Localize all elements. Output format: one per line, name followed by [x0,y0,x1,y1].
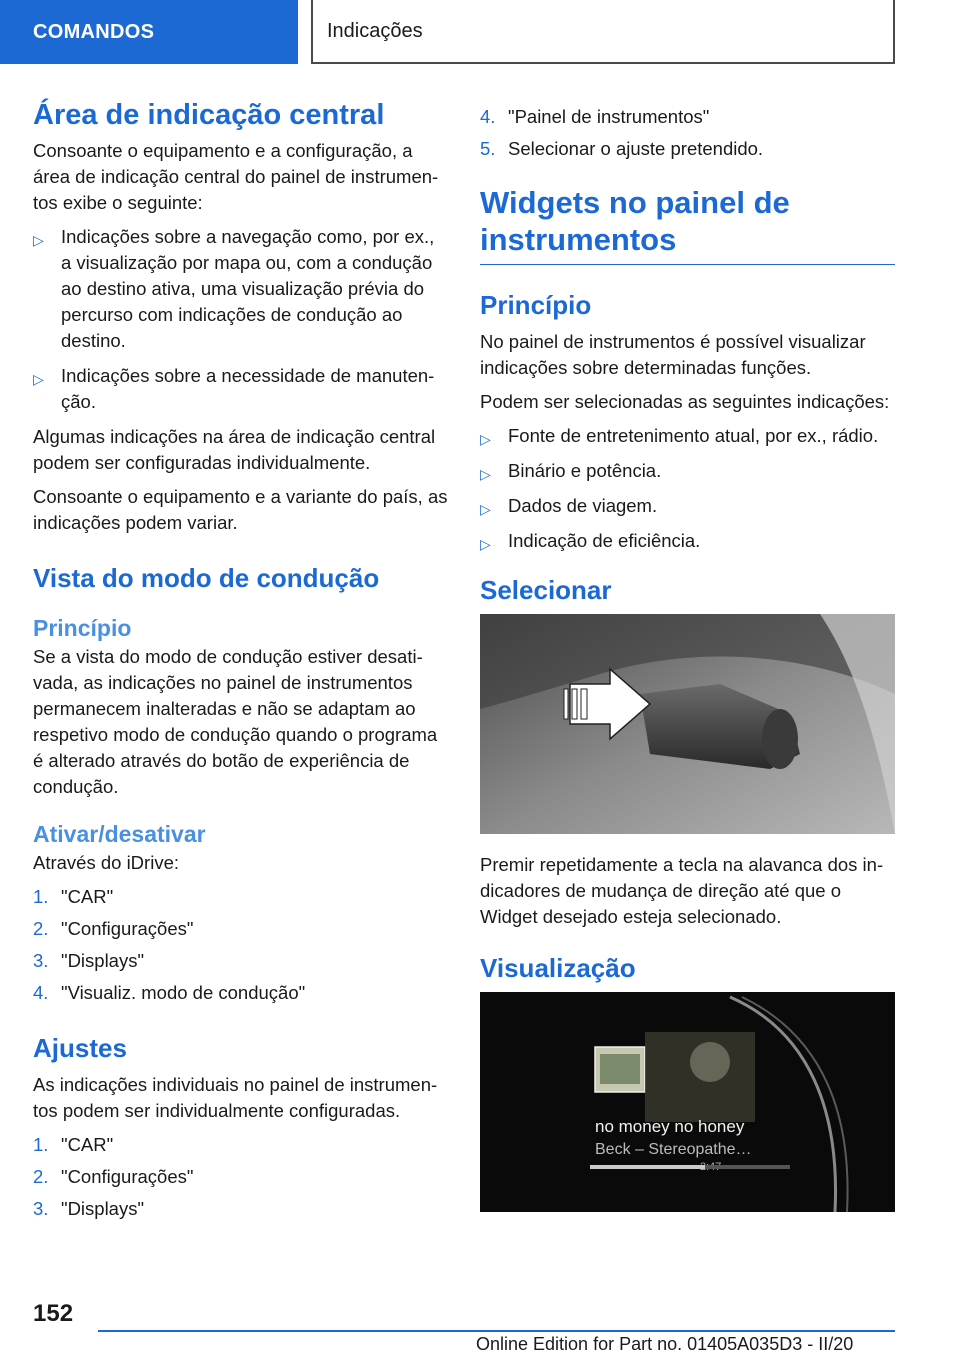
paragraph-selecionadas: Podem ser selecionadas as seguintes indicações: [480,391,890,412]
right-column [480,98,895,1212]
list-item: 4. "Visualiz. modo de condução" [33,982,306,1003]
section-tab [0,0,298,64]
section-label: COMANDOS [33,20,155,43]
heading-ativar-desativar: Ativar/desativar [33,821,206,847]
list-item: ▷ Indicação de eficiência. [480,528,895,554]
list-item: ▷ Dados de viagem. [480,493,895,519]
heading-principio: Princípio [480,290,592,320]
paragraph-principio: No painel de instrumentos é possível visualizar indicações sobre determinadas funções. [480,331,866,378]
list-item: 1. "CAR" [33,1134,114,1155]
triangle-bullet-icon: ▷ [33,232,44,248]
steps-ajustes-continued [480,104,895,162]
paragraph-area-variant: Consoante o equipamento e a variante do país, as indicações podem variar. [33,486,448,533]
widget-bullet-list [480,423,895,554]
triangle-bullet-icon: ▷ [480,501,491,517]
paragraph-area-intro: Consoante o equipamento e a configuração, a área de indicação central do painel de instrumentos exibe o seguinte: [33,140,439,213]
paragraph-vista: Se a vista do modo de condução estiver desativada, as indicações no painel de instrumentos permanecem inalteradas e não se adaptam ao respetivo modo de condução quando o programa é alterado através do botão de experiência de condução. [33,646,438,797]
heading-area-indicacao: Área de indicação central [33,99,385,131]
list-item: ▷ Indicações sobre a navegação como, por ex., a visualização por mapa ou, com a condução ao destino ativa, uma visualização prévia do percurso com indicações de condução ao destino. [33,226,435,351]
paragraph-area-config: Algumas indicações na área de indicação central podem ser configuradas individualmente. [33,426,436,473]
list-item: 2. "Configurações" [33,918,194,939]
steps-ativar [33,884,448,1006]
steps-ajustes [33,1132,448,1222]
list-item: 1. "CAR" [33,886,114,907]
paragraph-idrive: Através do iDrive: [33,852,179,873]
display-artist: Beck – Stereopathe… [595,1141,752,1158]
list-item: 3. "Displays" [33,1198,145,1219]
triangle-bullet-icon: ▷ [33,371,44,387]
footer-divider [98,1330,895,1332]
turn-signal-lever-figure [480,614,895,834]
left-column [33,98,448,1228]
heading-visualizacao: Visualização [480,953,636,983]
list-item: 5. Selecionar o ajuste pretendido. [480,138,764,159]
triangle-bullet-icon: ▷ [480,466,491,482]
chapter-title: Indicações [327,19,423,42]
list-item: 4. "Painel de instrumentos" [480,106,710,127]
heading-ajustes: Ajustes [33,1033,127,1063]
triangle-bullet-icon: ▷ [480,536,491,552]
heading-vista-modo: Vista do modo de condução [33,563,380,593]
heading-principio: Princípio [33,615,132,641]
triangle-bullet-icon: ▷ [480,431,491,447]
list-item: ▷ Fonte de entretenimento atual, por ex., rádio. [480,423,895,449]
list-item: ▷ Binário e potência. [480,458,895,484]
heading-widgets: Widgets no painel de instrumentos [480,184,895,265]
paragraph-ajustes: As indicações individuais no painel de instrumentos podem ser individualmente configuradas. [33,1074,438,1121]
footer-edition: Online Edition for Part no. 01405A035D3 - II/20 [476,1334,854,1354]
paragraph-premir: Premir repetidamente a tecla na alavanca dos indicadores de mudança de direção até que o Widget desejado esteja selecionado. [480,854,884,927]
area-bullet-list [33,224,448,415]
display-song-title: no money no honey [595,1117,745,1136]
list-item: 2. "Configurações" [33,1166,194,1187]
chapter-title-box [311,0,895,64]
instrument-cluster-display-figure [480,992,895,1212]
list-item: ▷ Indicações sobre a necessidade de manutenção. [33,365,435,412]
heading-selecionar: Selecionar [480,575,612,605]
page-number: 152 [33,1300,74,1327]
list-item: 3. "Displays" [33,950,145,971]
